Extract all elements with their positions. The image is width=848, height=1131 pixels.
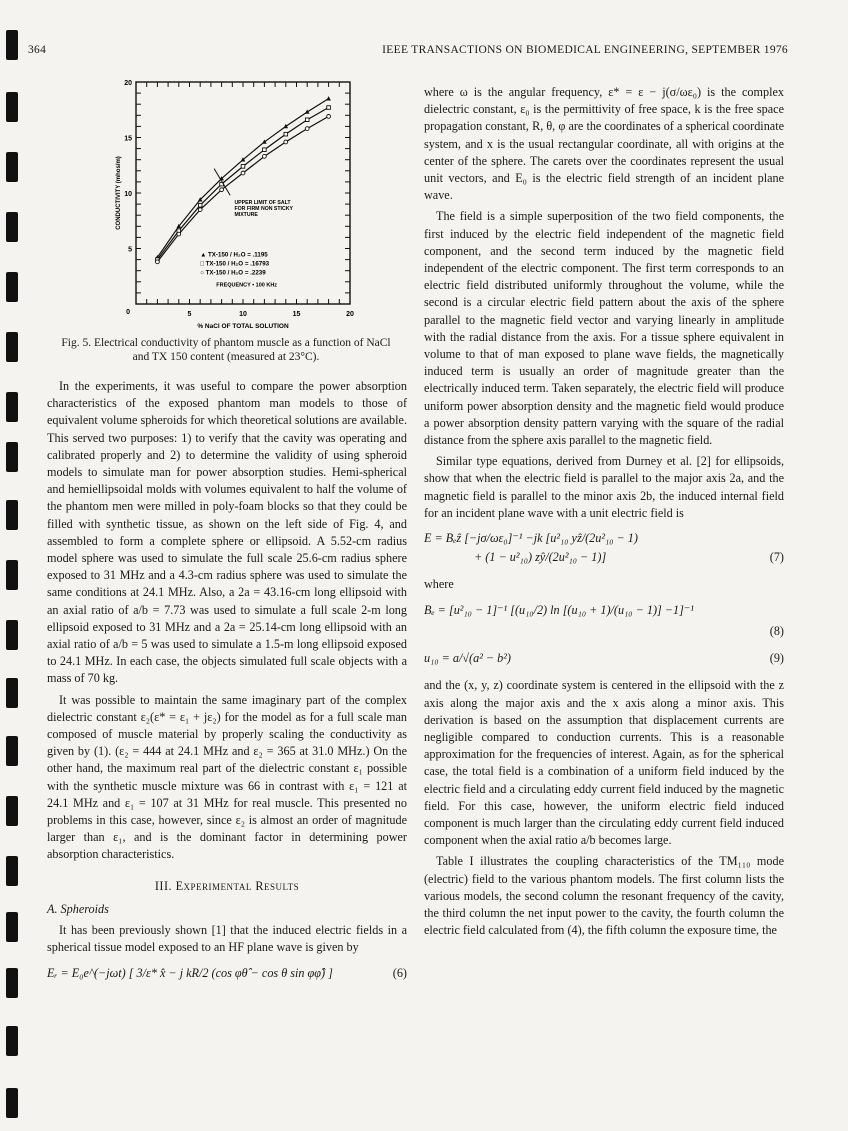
series-line: [157, 108, 328, 260]
paragraph: It has been previously shown [1] that the induced electric fields in a spherical tissue model exposed to an HF plane wave is given by: [47, 923, 407, 955]
frequency-note: FREQUENCY • 100 KHz: [216, 282, 278, 289]
data-point: [305, 127, 309, 131]
data-point: [284, 140, 288, 144]
paragraph: and the (x, y, z) coordinate system is centered in the ellipsoid with the z axis along the major axis and the x axis along a minor axis. This derivation is based on the assumption that displacement currents are negligible compared to conduction currents. This is a reasonable approximation for the frequencies of interest. Again, as for the spherical case, the total field is a combination of a uniform field induced by the electric field and a circulating eddy current field induced by the magnetic field. For this case, however, the uniform electric field induced component is much larger than the circulating eddy current field induced component when the axial ratio a/b becomes large.: [424, 678, 784, 848]
legend-entry: ○ TX-150 / H₂O = .2239: [200, 269, 266, 277]
data-point: [284, 132, 288, 136]
x-tick-label: 10: [239, 311, 247, 318]
equation-7-line2: [424, 549, 784, 566]
section-heading: III. Experimental Results: [154, 878, 300, 893]
data-point: [263, 154, 267, 158]
data-point: [327, 106, 331, 110]
x-tick-label: 5: [187, 311, 192, 318]
paragraph: Similar type equations, derived from Durney et al. [2] for ellipsoids, show that when the electric field is parallel to the major axis 2a, and the magnetic field is parallel to the minor axis 2b, the induced internal field for an incident plane wave with a unit electric field is: [424, 454, 784, 520]
data-point: [241, 165, 245, 169]
equation-7-line1: [424, 530, 784, 547]
paragraph: where ω is the angular frequency, ε* = ε − j(σ/ωε₀) is the complex dielectric constant, ε₀ is the permittivity of free space, k is the free space propagation constant, R, θ, φ are the coordinates of a spherical coordinate system, and x is the usual rectangular coordinate, all with origins at the center of the sphere. The carets over the coordinates represent the usual unit vectors, and E₀ is the electric field strength of an incident plane wave.: [424, 85, 784, 203]
y-tick-label: 5: [128, 246, 132, 254]
data-point: [263, 148, 267, 152]
data-point: [241, 171, 245, 175]
equation-8-number-row: [424, 623, 784, 640]
x-tick-label: 20: [346, 311, 354, 318]
equation-6: [47, 965, 407, 982]
right-column: [424, 84, 784, 943]
data-point: [284, 124, 289, 128]
equation-number: (6): [392, 965, 407, 980]
y-tick-label: 20: [124, 80, 132, 87]
data-point: [326, 96, 331, 100]
equation-number: (7): [769, 550, 784, 565]
data-point: [198, 208, 202, 212]
left-column: [47, 378, 407, 992]
equation-text: Eᵣ = E₀e^(−jωt) [ 3/ε* x̂ − j kR/2 (cos φθ̂ − cos θ sin φφ̂) ]: [47, 965, 333, 980]
figure-caption: Fig. 5. Electrical conductivity of phantom muscle as a function of NaCl and TX 150 content (measured at 23°C).: [61, 337, 391, 363]
origin-label: 0: [126, 309, 130, 316]
y-tick-label: 15: [124, 135, 132, 143]
binding-holes: [6, 0, 26, 1131]
equation-number: (9): [769, 651, 784, 666]
legend-entry: □ TX-150 / H₂O = .16793: [200, 260, 270, 268]
equation-9: [424, 650, 784, 667]
journal-title: IEEE TRANSACTIONS ON BIOMEDICAL ENGINEERING, SEPTEMBER 1976: [382, 44, 788, 56]
equation-text: E = Bₑẑ [−jσ/ωε₀]⁻¹ −jk [u²₁₀ yẑ/(2u²₁₀ − 1): [424, 531, 638, 546]
data-point: [198, 203, 202, 207]
data-point: [220, 188, 224, 192]
conductivity-chart: [108, 74, 368, 334]
page-number: 364: [28, 44, 47, 56]
x-axis-label: % NaCl OF TOTAL SOLUTION: [197, 323, 289, 330]
equation-text: Bₑ = [u²₁₀ − 1]⁻¹ [(u₁₀/2) ln [(u₁₀ + 1)/(u₁₀ − 1)] −1]⁻¹: [424, 602, 694, 617]
equation-text: u₁₀ = a/√(a² − b²): [424, 651, 511, 666]
equation-text: + (1 − u²₁₀) zŷ/(2u²₁₀ − 1)]: [474, 550, 607, 565]
equation-8: [424, 602, 784, 619]
paragraph: Table I illustrates the coupling characteristics of the TM₁₁₀ mode (electric) field to the various phantom models. The first column lists the various models, the second column the resonant frequency of the cavity, the third column the net input power to the cavity, the fourth column the electric field calculated from (4), the fifth column the exposure time, the: [424, 854, 784, 938]
paragraph: The field is a simple superposition of the two field components, the first induced by the electric field independent of the magnetic field component, and the second term induced by the magnetic field independent of the electric component. The first term corresponds to an electric field distributed uniformly throughout the volume, while the second is a circular electric field pattern about the axis of the sphere parallel to the magnetic field vector and varying linearly in amplitude with the radial distance from the axis. For a tissue sphere equivalent in volume to that of man exposed to plane wave fields, the magnetically induced term is usually an order of magnitude greater than the electrically induced term. Taken separately, the electric field will produce uniform power absorption density and the magnetic field would produce a power absorption density pattern varying with the square of the radial distance from the sphere axis parallel to the magnetic field.: [424, 209, 784, 448]
equation-number: (8): [769, 623, 784, 638]
annotation-text: UPPER LIMIT OF SALT FOR FIRM NON STICKY MIXTURE: [234, 200, 293, 219]
legend-entry: ▲ TX-150 / H₂O = .1195: [200, 251, 268, 259]
y-axis-label: CONDUCTIVITY (mhos/m): [116, 156, 122, 230]
y-tick-label: 10: [124, 191, 132, 198]
paragraph: In the experiments, it was useful to compare the power absorption characteristics of the exposed phantom man models to those of equivalent volume spheroids for which theoretical solutions are available. This served two purposes: 1) to verify that the cavity was operating and calibrated properly and 2) to determine the validity of using spheroid models to simulate man for power absorption studies. Hemi-spherical and hemiellipsoidal molds with volumes equivalent to half the volume of the phantom men were milled in poly-foam blocks so that they could be filled with synthetic tissue, as shown on the left side of Fig. 4, and assembled to form a complete sphere or ellipsoid. A 5.52-cm radius model sphere was used to simulate the full scale 25.6-cm radius sphere exposed to 31 MHz and a 4.3-cm radius sphere was used to simulate the same conditions at 24.1 MHz. Also, a 2a = 43.16-cm long ellipsoid with an axial ratio of a/b = 7.73 was used to simulate a full scale 2-m long ellipsoid exposed to 31 MHz and a 2a = 25.14-cm long ellipsoid with an axial ratio of a/b = 5 was used to simulate a 1.5-m long ellipsoid exposed to 24.1 MHz. In each case, the objects simulated full scale objects with a mass of 70 kg.: [47, 379, 407, 686]
paragraph: It was possible to maintain the same imaginary part of the complex dielectric constant ε₂(ε* = ε₁ + jε₂) for the model as for a full scale man composed of muscle material by properly scaling the conductivity as given by (1). (ε₂ = 444 at 24.1 MHz and ε₂ = 365 at 31.0 MHz.) On the other hand, the maximum real part of the dielectric constant ε₁ possible with the synthetic muscle mixture was 66 in contrast with ε₁ = 121 at 24.1 MHz and ε₁ = 107 at 31 MHz for real muscle. This presented no problems in this case, however, since ε₂ is almost an order of magnitude larger than ε₁, and is the dominant factor in determining power absorption characteristics.: [47, 692, 407, 862]
series-line: [157, 116, 328, 261]
data-point: [156, 260, 160, 264]
chart-svg: [108, 74, 368, 334]
x-tick-label: 15: [292, 311, 301, 318]
data-point: [305, 118, 309, 122]
data-point: [327, 115, 331, 119]
data-point: [177, 232, 181, 236]
where-label: where: [424, 577, 454, 592]
subsection-heading: A. Spheroids: [47, 901, 109, 916]
